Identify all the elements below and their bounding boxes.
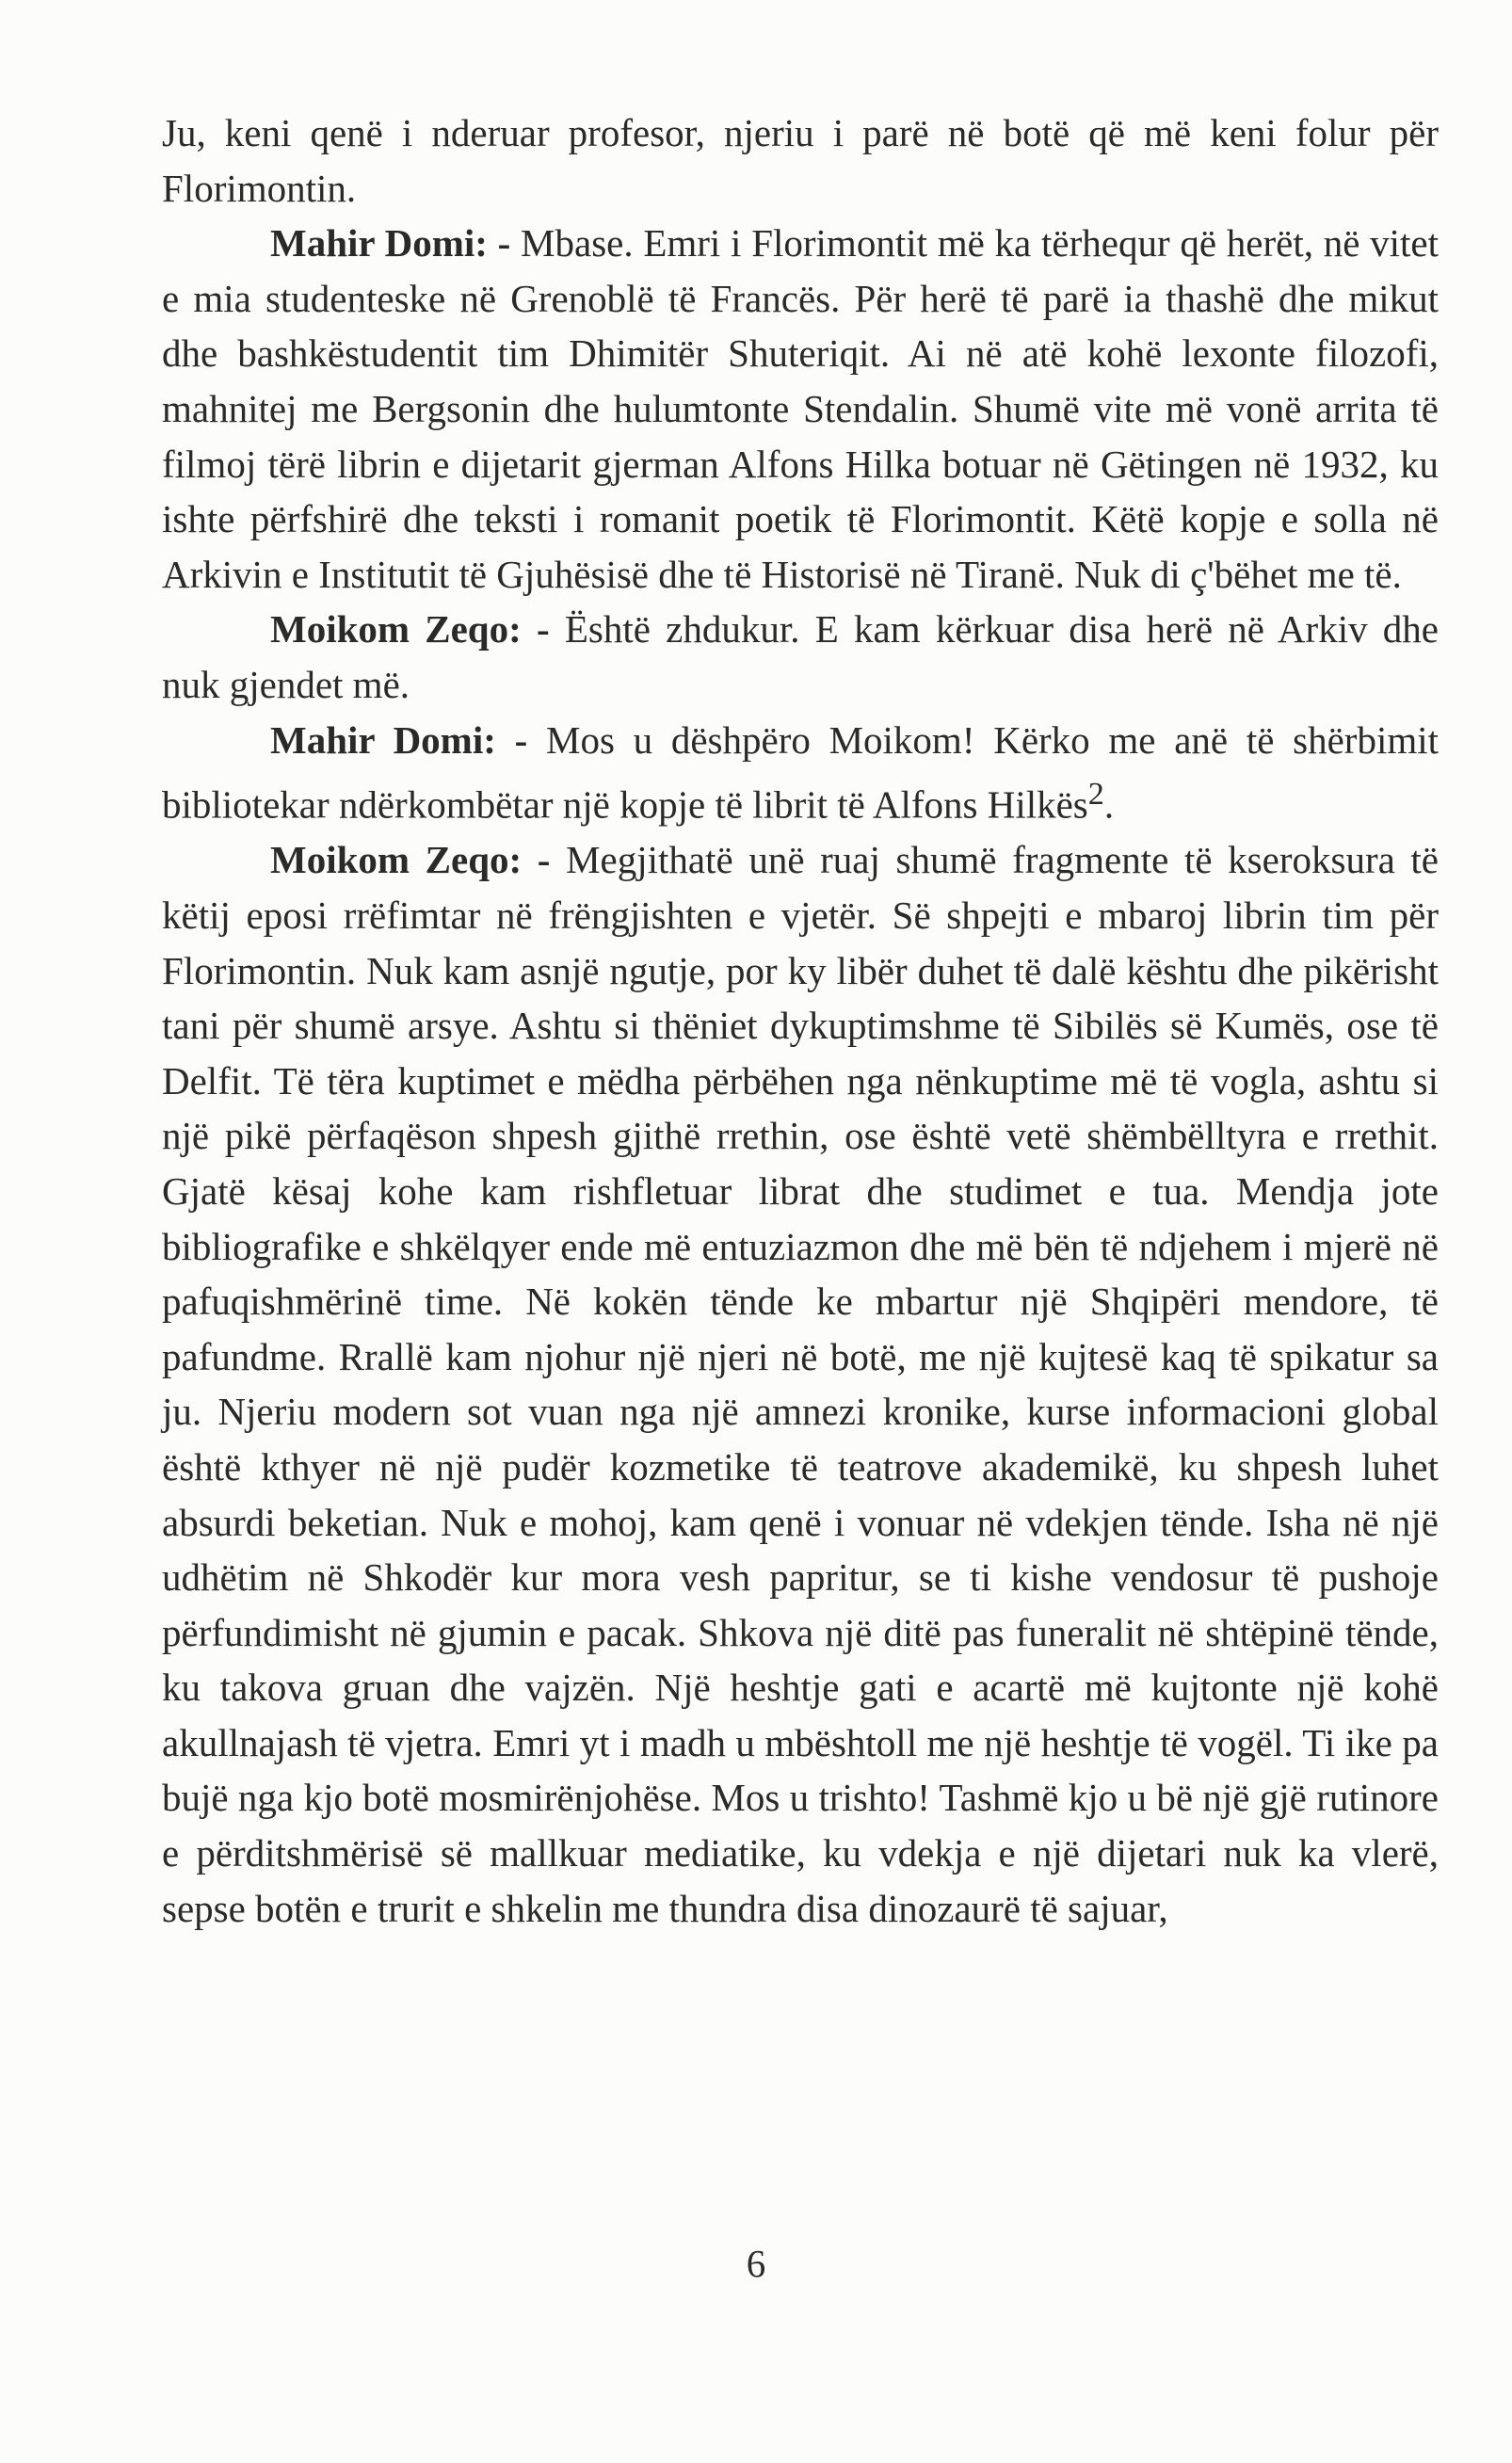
- paragraph-intro: [162, 105, 1439, 216]
- paragraph-tail: .: [1103, 782, 1115, 827]
- speaker-name: Mahir Domi: -: [270, 717, 528, 762]
- dialog-paragraph: [162, 602, 1439, 712]
- paragraph-text: Mos u dëshpëro Moikom! Kërko me anë të shërbimit bibliotekar ndërkombëtar një kopje të librit të Alfons Hilkës: [162, 717, 1440, 827]
- dialog-paragraph: [162, 216, 1439, 602]
- paragraph-text: Është zhdukur. E kam kërkuar disa herë në Arkiv dhe nuk gjendet më.: [162, 607, 1439, 706]
- speaker-name: Moikom Zeqo: -: [270, 607, 550, 652]
- page-number: 6: [746, 2242, 766, 2285]
- paragraph-text: Megjithatë unë ruaj shumë fragmente të kseroksura të këtij eposi rrëfimtar në frëngjishten e vjetër. Së shpejti e mbaroj librin tim për Florimontin. Nuk kam asnjë ngutje, por ky libër duhet të dalë kështu dhe pikërisht tani për shumë arsye. Ashtu si thëniet dykuptimshme të Sibilës së Kumës, ose të Delfit. Të tëra kuptimet e mëdha përbëhen nga nënkuptime më të vogla, ashtu si një pikë përfaqëson shpesh gjithë rrethin, ose është vetë shëmbëlltyra e rrethit. Gjatë kësaj kohe kam rishfletuar librat dhe studimet e tua. Mendja jote bibliografike e shkëlqyer ende më entuziazmon dhe më bën të ndjehem i mjerë në pafuqishmërinë time. Në kokën tënde ke mbartur një Shqipëri mendore, të pafundme. Rrallë kam njohur një njeri në botë, me një kujtesë kaq të spikatur sa ju. Njeriu modern sot vuan nga një amnezi kronike, kurse informacioni global është kthyer në një pudër kozmetike të teatrove akademikë, ku shpesh luhet absurdi beketian. Nuk e mohoj, kam qenë i vonuar në vdekjen tënde. Isha në një udhëtim në Shkodër kur mora vesh papritur, se ti kishe vendosur të pushoje përfundimisht në gjumin e pacak. Shkova një ditë pas funeralit në shtëpinë tënde, ku takova gruan dhe vajzën. Një heshtje gati e acartë më kujtonte një kohë akullnajash të vjetra. Emri yt i madh u mbështoll me një heshtje të vogël. Ti ike pa bujë nga kjo botë mosmirënjohëse. Mos u trishto! Tashmë kjo u bë një gjë rutinore e përditshmërisë së mallkuar mediatike, ku vdekja e një dijetari nuk ka vlerë, sepse botën e trurit e shkelin me thundra disa dinozaurë të sajuar,: [162, 838, 1440, 1930]
- dialog-paragraph: [162, 713, 1439, 833]
- dialog-paragraph: [162, 832, 1439, 1936]
- page-text: [162, 105, 1439, 1936]
- footnote-marker: 2: [1087, 777, 1104, 813]
- paragraph-text: Mbase. Emri i Florimontit më ka tërhequr që herët, në vitet e mia studenteske në Grenoblë të Francës. Për herë të parë ia thashë dhe mikut dhe bashkëstudentit tim Dhimitër Shuteriqit. Ai në atë kohë lexonte filozofi, mahnitej me Bergsonin dhe hulumtonte Stendalin. Shumë vite më vonë arrita të filmoj tërë librin e dijetarit gjerman Alfons Hilka botuar në Gëtingen në 1932, ku ishte përfshirë dhe teksti i romanit poetik të Florimontit. Këtë kopje e solla në Arkivin e Institutit të Gjuhësisë dhe të Historisë në Tiranë. Nuk di ç'bëhet me të.: [162, 221, 1440, 596]
- paragraph-text: Ju, keni qenë i nderuar profesor, njeriu i parë në botë që më keni folur për Florimontin.: [162, 111, 1439, 210]
- speaker-name: Moikom Zeqo: -: [270, 838, 551, 882]
- speaker-name: Mahir Domi: -: [270, 221, 511, 266]
